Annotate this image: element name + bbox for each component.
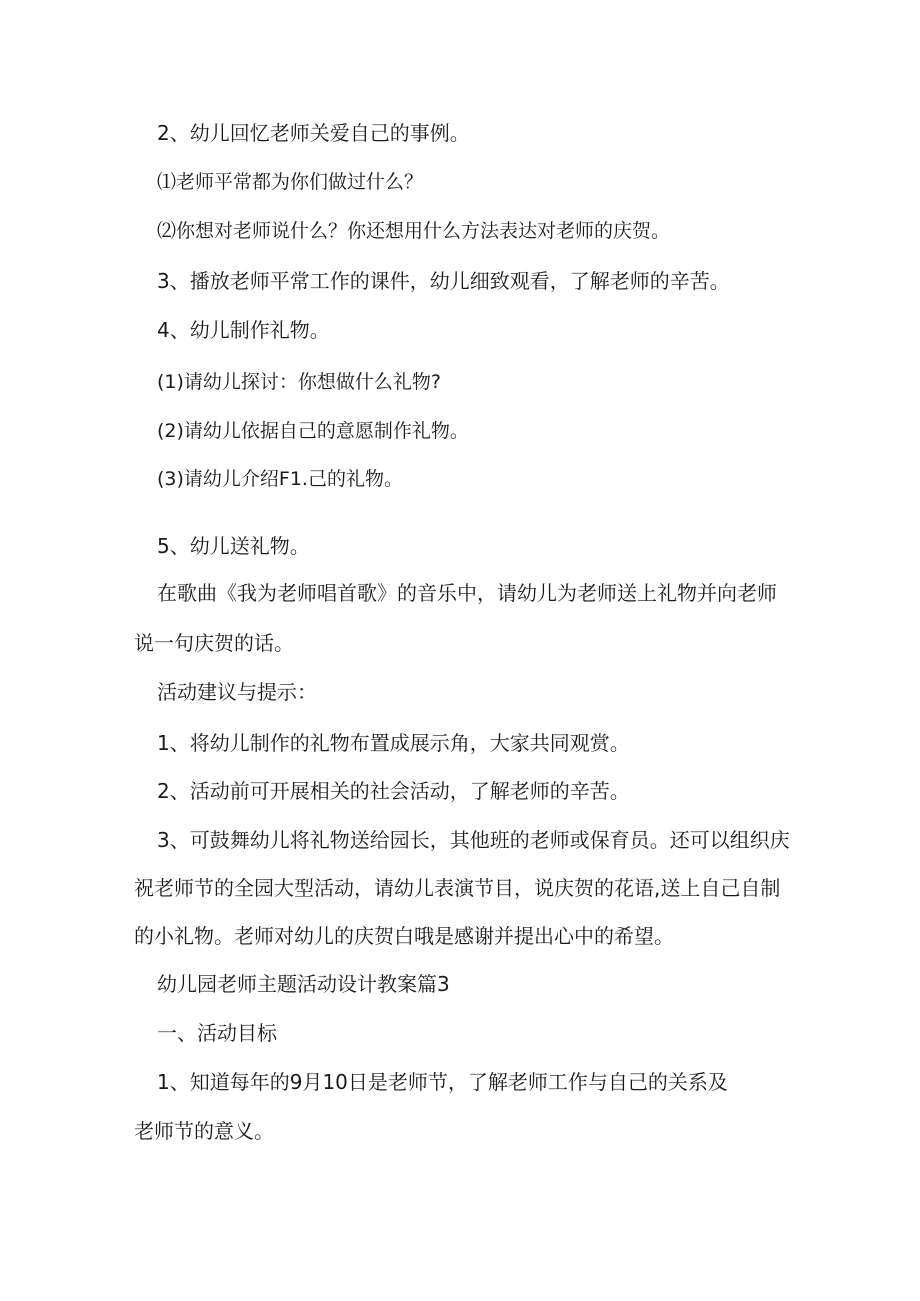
text-line: 一、活动目标 (157, 1021, 277, 1045)
text-line: 3、可鼓舞幼儿将礼物送给园长，其他班的老师或保育员。还可以组织庆 (157, 828, 790, 852)
text-line: (1)请幼儿探讨：你想做什么礼物? (157, 371, 441, 393)
text-line: (3)请幼儿介绍F1.己的礼物。 (157, 468, 403, 490)
text-line: 4、幼儿制作礼物。 (157, 318, 330, 342)
text-line: 1、知道每年的9月10日是老师节，了解老师工作与自己的关系及 (157, 1070, 728, 1094)
section-heading: 幼儿园老师主题活动设计教案篇3 (157, 972, 450, 996)
text-line: 1、将幼儿制作的礼物布置成展示角，大家共同观赏。 (157, 731, 630, 755)
text-line: 祝老师节的全园大型活动，请幼儿表演节目，说庆贺的花语,送上自己自制 (134, 876, 781, 900)
text-line: 说一句庆贺的话。 (134, 631, 294, 655)
text-line: 5、幼儿送礼物。 (157, 534, 310, 558)
text-line: ⑵你想对老师说什么？你还想用什么方法表达对老师的庆贺。 (157, 220, 671, 242)
text-line: 活动建议与提示： (157, 680, 317, 704)
text-line: 在歌曲《我为老师唱首歌》的音乐中，请幼儿为老师送上礼物并向老师 (157, 581, 777, 605)
text-line: ⑴老师平常都为你们做过什么？ (157, 171, 424, 193)
text-line: (2)请幼儿依据自己的意愿制作礼物。 (157, 420, 469, 442)
text-line: 的小礼物。老师对幼儿的庆贺白哦是感谢并提出心中的希望。 (134, 924, 674, 948)
text-line: 老师节的意义。 (134, 1119, 274, 1143)
text-line: 2、活动前可开展相关的社会活动，了解老师的辛苦。 (157, 779, 630, 803)
text-line: 2、幼儿回忆老师关爱自己的事例。 (157, 121, 470, 145)
text-line: 3、播放老师平常工作的课件，幼儿细致观看，了解老师的辛苦。 (157, 269, 730, 293)
